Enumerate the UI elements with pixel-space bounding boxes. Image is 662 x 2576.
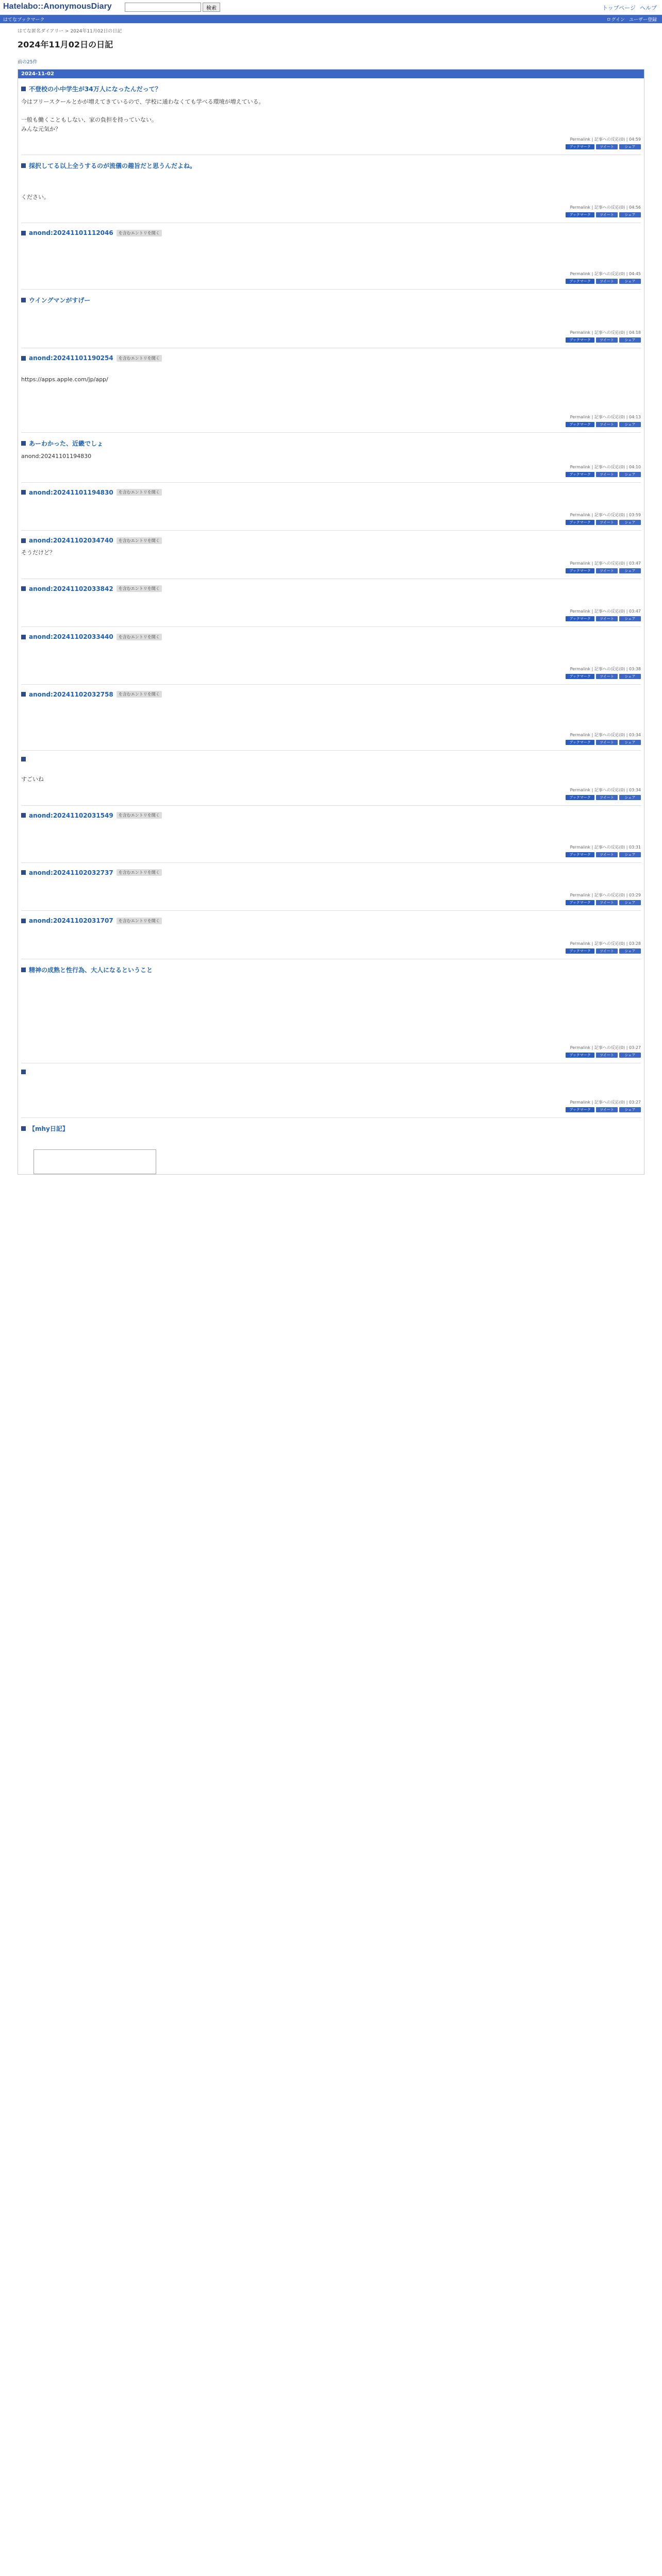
bookmark-button[interactable]: ブックマーク xyxy=(566,616,594,621)
open-related-entries-button[interactable]: を含むエントリを開く xyxy=(117,489,162,496)
entry xyxy=(18,1063,644,1118)
entry-title-link[interactable]: anond:20241102031549 xyxy=(29,811,113,819)
entry xyxy=(18,959,644,1063)
entry-body xyxy=(21,766,641,784)
body-line xyxy=(21,241,641,250)
share-button[interactable]: シェア xyxy=(619,422,641,427)
entry-bullet-icon xyxy=(21,538,26,543)
entry-body xyxy=(21,597,641,606)
entry-meta[interactable]: Permalink | 記事への反応(0) | 04:18 xyxy=(570,330,641,335)
tweet-button[interactable]: ツイート xyxy=(596,212,618,217)
share-buttons xyxy=(21,422,641,433)
tweet-button[interactable]: ツイート xyxy=(596,472,618,477)
entry-title xyxy=(21,537,641,544)
body-line: 一般も働くこともしない、家の負担を持っていない。 xyxy=(21,116,157,124)
entry-bullet-icon xyxy=(21,919,26,923)
search-form xyxy=(125,3,220,12)
prev-page-link[interactable]: 前の25件 xyxy=(18,60,38,65)
body-line xyxy=(21,174,641,183)
entry-title-link[interactable]: anond:20241101190254 xyxy=(29,354,113,362)
entry-title xyxy=(21,439,641,448)
entry-body xyxy=(21,97,641,133)
body-line: そうだけど？ xyxy=(21,549,55,556)
entry xyxy=(18,348,644,433)
bookmark-button[interactable]: ブックマーク xyxy=(566,422,594,427)
checklist-item xyxy=(38,1153,152,1162)
body-line xyxy=(21,1024,641,1033)
body-line xyxy=(21,928,641,938)
open-related-entries-button[interactable]: を含むエントリを開く xyxy=(117,812,162,819)
entry-title-link[interactable]: 精神の成熟と性行為、大人になるということ xyxy=(29,967,153,974)
entry xyxy=(18,483,644,531)
share-button[interactable]: シェア xyxy=(619,948,641,954)
entry-body xyxy=(21,452,641,461)
body-line xyxy=(21,597,641,606)
entry-body xyxy=(21,1078,641,1096)
tweet-button[interactable]: ツイート xyxy=(596,852,618,857)
entry-meta[interactable]: Permalink | 記事への反応(0) | 04:45 xyxy=(570,271,641,276)
body-line xyxy=(21,766,641,775)
body-line xyxy=(21,318,641,327)
entry-title-link[interactable]: ウイングマンがすげー xyxy=(29,296,91,304)
share-button[interactable]: シェア xyxy=(619,1053,641,1058)
entry-title-link[interactable]: anond:20241102033842 xyxy=(29,585,113,592)
share-button[interactable]: シェア xyxy=(619,740,641,745)
entry-meta[interactable]: Permalink | 記事への反応(0) | 03:28 xyxy=(570,941,641,946)
body-line xyxy=(21,1137,641,1146)
entry-body xyxy=(21,928,641,938)
bookmark-button[interactable]: ブックマーク xyxy=(566,212,594,217)
entry xyxy=(18,911,644,959)
entry-title-link[interactable]: 不登校の小中学生が34万人になったんだって？ xyxy=(29,86,161,93)
entry-meta[interactable]: Permalink | 記事への反応(0) | 03:27 xyxy=(570,1100,641,1105)
bookmark-button[interactable]: ブックマーク xyxy=(566,472,594,477)
entry xyxy=(18,751,644,805)
body-line xyxy=(21,702,641,711)
entry-title xyxy=(21,917,641,924)
open-related-entries-button[interactable]: を含むエントリを開く xyxy=(117,918,162,924)
breadcrumb: はてな匿名ダイアリー > 2024年11月02日の日記 xyxy=(18,29,122,34)
share-button[interactable]: シェア xyxy=(619,337,641,343)
tweet-button[interactable]: ツイート xyxy=(596,337,618,343)
entry-title-link[interactable]: 採択してる以上全うするのが流儀の趣旨だと思うんだよね。 xyxy=(29,162,196,170)
share-buttons xyxy=(21,616,641,627)
body-line xyxy=(21,823,641,833)
tweet-button[interactable]: ツイート xyxy=(596,520,618,525)
entry-bullet-icon xyxy=(21,870,26,875)
entry-bullet-icon xyxy=(21,1126,26,1131)
share-buttons xyxy=(21,948,641,959)
share-buttons xyxy=(21,279,641,290)
entry-title xyxy=(21,812,641,819)
bookmark-button[interactable]: ブックマーク xyxy=(566,1107,594,1112)
entry-title xyxy=(21,296,641,304)
entry-meta[interactable]: Permalink | 記事への反応(0) | 03:27 xyxy=(570,1045,641,1050)
share-button[interactable]: シェア xyxy=(619,472,641,477)
entry-body xyxy=(21,548,641,557)
body-line xyxy=(21,107,641,116)
open-related-entries-button[interactable]: を含むエントリを開く xyxy=(117,691,162,698)
nav-bar xyxy=(0,15,662,23)
entry-title xyxy=(21,489,641,496)
entry-title-link[interactable]: あーわかった、近畿でしょ xyxy=(29,440,104,448)
bookmark-button[interactable]: ブックマーク xyxy=(566,948,594,954)
body-line xyxy=(21,250,641,259)
login-link[interactable]: ログイン xyxy=(606,18,625,23)
entry-title-link[interactable]: anond:20241101112046 xyxy=(29,229,113,237)
search-input[interactable] xyxy=(125,3,201,12)
entry-body xyxy=(21,174,641,201)
entry-bullet-icon xyxy=(21,87,26,91)
search-button[interactable]: 検索 xyxy=(203,3,220,12)
share-buttons xyxy=(21,144,641,155)
bookmark-button[interactable]: ブックマーク xyxy=(566,852,594,857)
tweet-button[interactable]: ツイート xyxy=(596,568,618,573)
body-line xyxy=(21,393,641,402)
body-line xyxy=(21,978,641,988)
body-line xyxy=(21,1088,641,1097)
entry-meta[interactable]: Permalink | 記事への反応(0) | 03:47 xyxy=(570,609,641,614)
tweet-button[interactable]: ツイート xyxy=(596,900,618,905)
entry-title xyxy=(21,229,641,236)
share-buttons xyxy=(21,900,641,911)
entry-bullet-icon[interactable] xyxy=(21,757,26,761)
share-button[interactable]: シェア xyxy=(619,279,641,284)
entry-meta[interactable]: Permalink | 記事への反応(0) | 03:29 xyxy=(570,893,641,898)
entry-body xyxy=(21,702,641,730)
entry-meta[interactable]: Permalink | 記事への反応(0) | 04:59 xyxy=(570,137,641,142)
entry-meta[interactable]: Permalink | 記事への反応(0) | 03:47 xyxy=(570,561,641,566)
entry-title xyxy=(21,84,641,93)
entry-title-link[interactable]: anond:20241102031707 xyxy=(29,917,113,925)
entry-title xyxy=(21,1124,641,1133)
open-related-entries-button[interactable]: を含むエントリを開く xyxy=(117,230,162,236)
body-line xyxy=(21,720,641,730)
tweet-button[interactable]: ツイート xyxy=(596,1107,618,1112)
body-line xyxy=(21,309,641,318)
tweet-button[interactable]: ツイート xyxy=(596,674,618,679)
body-line xyxy=(21,500,641,510)
share-button[interactable]: シェア xyxy=(619,144,641,149)
entry-body xyxy=(21,309,641,327)
share-buttons xyxy=(21,1053,641,1063)
tweet-button[interactable]: ツイート xyxy=(596,948,618,954)
entry-bullet-icon xyxy=(21,163,26,168)
nav-link-bookmark[interactable]: はてなブックマーク xyxy=(3,18,45,23)
entry-meta[interactable]: Permalink | 記事への反応(0) | 03:31 xyxy=(570,844,641,850)
tweet-button[interactable]: ツイート xyxy=(596,795,618,800)
entry-title xyxy=(21,869,641,876)
entry-bullet-icon xyxy=(21,298,26,302)
share-buttons xyxy=(21,337,641,348)
page-title: 2024年11月02日の日記 xyxy=(18,40,113,49)
body-line xyxy=(21,1006,641,1015)
checklist-item xyxy=(38,1162,152,1171)
share-buttons xyxy=(21,740,641,751)
tweet-button[interactable]: ツイート xyxy=(596,279,618,284)
entry-body xyxy=(21,1137,641,1146)
body-line xyxy=(21,832,641,841)
entry-meta[interactable]: Permalink | 記事への反応(0) | 04:13 xyxy=(570,415,641,420)
entry-title xyxy=(21,691,641,698)
bookmark-button[interactable]: ブックマーク xyxy=(566,795,594,800)
bookmark-button[interactable]: ブックマーク xyxy=(566,900,594,905)
site-logo[interactable]: Hatelabo::AnonymousDiary xyxy=(3,2,112,11)
body-line[interactable]: https://apps.apple.com/jp/app/ xyxy=(21,376,108,383)
entry xyxy=(18,78,644,155)
entry-meta[interactable]: Permalink | 記事への反応(0) | 04:56 xyxy=(570,205,641,210)
tweet-button[interactable]: ツイート xyxy=(596,740,618,745)
entry-title xyxy=(21,585,641,592)
entry xyxy=(18,155,644,223)
entry-title xyxy=(21,161,641,170)
entry xyxy=(18,685,644,751)
day-header: 2024-11-02 xyxy=(18,70,644,78)
body-line xyxy=(21,711,641,720)
body-line: すごいね xyxy=(21,776,44,783)
body-line xyxy=(21,1033,641,1042)
body-line xyxy=(21,183,641,193)
bookmark-button[interactable]: ブックマーク xyxy=(566,520,594,525)
entry-meta[interactable]: Permalink | 記事への反応(0) | 03:34 xyxy=(570,787,641,792)
day-section xyxy=(18,69,644,1175)
open-related-entries-button[interactable]: を含むエントリを開く xyxy=(117,634,162,640)
entry-title xyxy=(21,1070,641,1074)
share-buttons xyxy=(21,212,641,223)
entry-meta[interactable]: Permalink | 記事への反応(0) | 03:59 xyxy=(570,513,641,518)
entry-title xyxy=(21,757,641,761)
bookmark-button[interactable]: ブックマーク xyxy=(566,568,594,573)
entry-bullet-icon xyxy=(21,968,26,972)
share-button[interactable]: シェア xyxy=(619,1107,641,1112)
share-buttons xyxy=(21,1107,641,1118)
entry-body xyxy=(21,366,641,411)
entry-body xyxy=(21,500,641,510)
tweet-button[interactable]: ツイート xyxy=(596,144,618,149)
entry-bullet-icon xyxy=(21,635,26,639)
entry-title xyxy=(21,965,641,974)
body-line xyxy=(21,259,641,268)
bookmark-button[interactable]: ブックマーク xyxy=(566,674,594,679)
entry-bullet-icon xyxy=(21,356,26,361)
entry xyxy=(18,290,644,348)
entry xyxy=(18,863,644,911)
entry xyxy=(18,1118,644,1174)
entry-meta[interactable]: Permalink | 記事への反応(0) | 03:34 xyxy=(570,733,641,738)
share-buttons xyxy=(21,852,641,863)
entry-title-link[interactable]: anond:20241101194830 xyxy=(29,488,113,496)
tweet-button[interactable]: ツイート xyxy=(596,1053,618,1058)
body-line xyxy=(21,880,641,890)
entry-list xyxy=(18,78,644,1174)
entry-bullet-icon xyxy=(21,813,26,818)
entry-bullet-icon xyxy=(21,231,26,235)
share-buttons xyxy=(21,520,641,531)
body-line xyxy=(21,996,641,1006)
body-line xyxy=(21,1014,641,1024)
share-buttons xyxy=(21,568,641,579)
body-line: みんな元気か？ xyxy=(21,125,61,132)
top-link-help[interactable]: ヘルプ xyxy=(640,5,657,11)
entry xyxy=(18,223,644,290)
entry-body xyxy=(21,241,641,268)
body-line xyxy=(21,645,641,654)
bookmark-button[interactable]: ブックマーク xyxy=(566,279,594,284)
top-links xyxy=(602,4,657,12)
entry-bullet-icon[interactable] xyxy=(21,1070,26,1074)
checklist-box xyxy=(34,1149,156,1174)
entry xyxy=(18,806,644,863)
body-line xyxy=(21,1078,641,1088)
entry-body xyxy=(21,880,641,890)
open-related-entries-button[interactable]: を含むエントリを開く xyxy=(117,355,162,362)
entry-meta[interactable]: Permalink | 記事への反応(0) | 04:10 xyxy=(570,464,641,469)
body-line xyxy=(21,988,641,997)
body-line xyxy=(21,366,641,375)
tweet-button[interactable]: ツイート xyxy=(596,616,618,621)
share-buttons xyxy=(21,472,641,483)
entry-body xyxy=(21,645,641,663)
entry-bullet-icon xyxy=(21,490,26,495)
share-buttons xyxy=(21,795,641,806)
tweet-button[interactable]: ツイート xyxy=(596,422,618,427)
entry-meta[interactable]: Permalink | 記事への反応(0) | 03:38 xyxy=(570,666,641,671)
entry-title-link[interactable]: anond:20241102034740 xyxy=(29,537,113,545)
entry xyxy=(18,433,644,483)
bookmark-button[interactable]: ブックマーク xyxy=(566,144,594,149)
body-line: 今はフリースクールとかが増えてきているので、学校に通わなくても学べる環境が増えている。 xyxy=(21,98,264,105)
entry-bullet-icon xyxy=(21,441,26,446)
bookmark-button[interactable]: ブックマーク xyxy=(566,337,594,343)
share-button[interactable]: シェア xyxy=(619,568,641,573)
share-button[interactable]: シェア xyxy=(619,520,641,525)
register-link[interactable]: ユーザー登録 xyxy=(628,18,657,23)
entry-body xyxy=(21,823,641,841)
entry-title-link[interactable]: anond:20241102033440 xyxy=(29,633,113,641)
share-button[interactable]: シェア xyxy=(619,674,641,679)
bookmark-button[interactable]: ブックマーク xyxy=(566,740,594,745)
bookmark-button[interactable]: ブックマーク xyxy=(566,1053,594,1058)
entry-bullet-icon xyxy=(21,692,26,697)
open-related-entries-button[interactable]: を含むエントリを開く xyxy=(117,585,162,592)
entry-title xyxy=(21,354,641,362)
share-buttons xyxy=(21,674,641,685)
share-button[interactable]: シェア xyxy=(619,900,641,905)
entry xyxy=(18,627,644,684)
entry-title-link[interactable]: anond:20241102032758 xyxy=(29,690,113,698)
top-bar xyxy=(0,0,662,15)
open-related-entries-button[interactable]: を含むエントリを開く xyxy=(117,537,162,544)
share-button[interactable]: シェア xyxy=(619,616,641,621)
top-link-home[interactable]: トップページ xyxy=(602,5,636,11)
entry xyxy=(18,531,644,579)
share-button[interactable]: シェア xyxy=(619,852,641,857)
open-related-entries-button[interactable]: を含むエントリを開く xyxy=(117,869,162,876)
body-line xyxy=(21,402,641,412)
share-button[interactable]: シェア xyxy=(619,795,641,800)
body-line xyxy=(21,654,641,663)
entry-body xyxy=(21,978,641,1042)
entry-bullet-icon xyxy=(21,586,26,591)
entry xyxy=(18,579,644,628)
entry-title-link[interactable]: anond:20241102032737 xyxy=(29,869,113,876)
body-line xyxy=(21,384,641,393)
share-button[interactable]: シェア xyxy=(619,212,641,217)
body-line: ください。 xyxy=(21,193,49,200)
entry-title-link[interactable]: 【mhy日記】 xyxy=(29,1125,69,1133)
body-line[interactable]: anond:20241101194830 xyxy=(21,453,92,460)
entry-title xyxy=(21,633,641,640)
